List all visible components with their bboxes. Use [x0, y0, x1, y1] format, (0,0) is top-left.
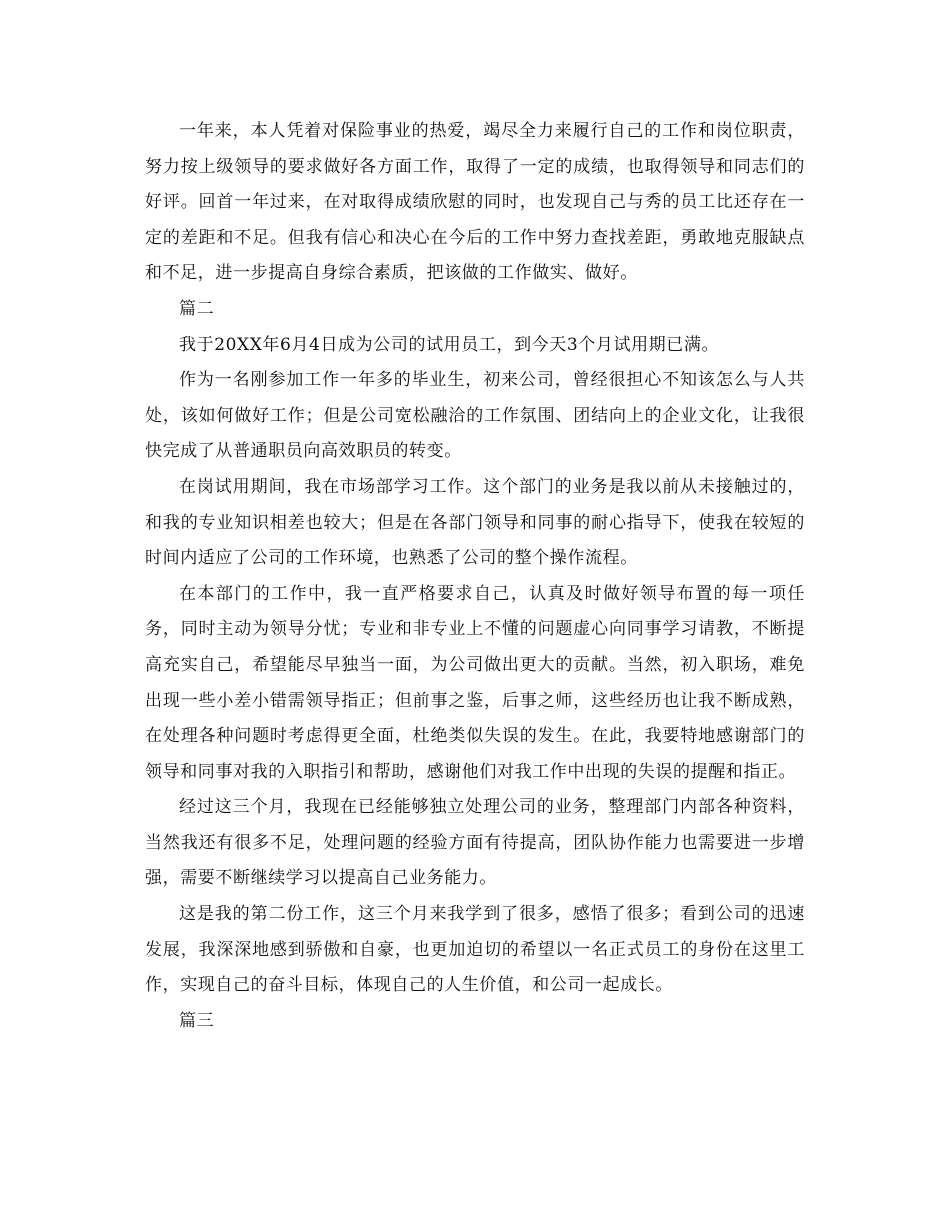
paragraph-marketing-department: 在岗试用期间，我在市场部学习工作。这个部门的业务是我以前从未接触过的，和我的专业知识相差也较大；但是在各部门领导和同事的耐心指导下，使我在较短的时间内适应了公司的工作环境，也熟悉了公司的整个操作流程。 — [145, 476, 805, 569]
paragraph-new-graduate: 作为一名刚参加工作一年多的毕业生，初来公司，曾经很担心不知该怎么与人共处，该如何做好工作；但是公司宽松融洽的工作氛围、团结向上的企业文化，让我很快完成了从普通职员向高效职员的转变。 — [145, 370, 805, 462]
section-heading-part-two: 篇二 — [179, 298, 215, 319]
paragraph-second-job: 这是我的第二份工作，这三个月来我学到了很多，感悟了很多；看到公司的迅速发展，我深深地感到骄傲和自豪，也更加迫切的希望以一名正式员工的身份在这里工作，实现自己的奋斗目标，体现自己的人生价值，和公司一起成长。 — [145, 904, 805, 996]
paragraph-three-months: 经过这三个月，我现在已经能够独立处理公司的业务，整理部门内部各种资料，当然我还有很多不足，处理问题的经验方面有待提高，团队协作能力也需要进一步增强，需要不断继续学习以提高自己业务能力。 — [145, 797, 805, 889]
paragraph-probation-start: 我于20XX年6月4日成为公司的试用员工，到今天3个月试用期已满。 — [179, 334, 720, 355]
paragraph-department-work: 在本部门的工作中，我一直严格要求自己，认真及时做好领导布置的每一项任务，同时主动为领导分忧；专业和非专业上不懂的问题虚心向同事学习请教，不断提高充实自己，希望能尽早独当一面，为公司做出更大的贡献。当然，初入职场，难免出现一些小差小错需领导指正；但前事之鉴，后事之师，这些经历也让我不断成熟，在处理各种问题时考虑得更全面，杜绝类似失误的发生。在此，我要特地感谢部门的领导和同事对我的入职指引和帮助，感谢他们对我工作中出现的失误的提醒和指正。 — [145, 583, 805, 782]
section-heading-part-three: 篇三 — [179, 1010, 215, 1031]
document-body — [145, 114, 805, 1039]
paragraph-intro-summary: 一年来，本人凭着对保险事业的热爱，竭尽全力来履行自己的工作和岗位职责，努力按上级领导的要求做好各方面工作，取得了一定的成绩，也取得领导和同志们的好评。回首一年过来，在对取得成绩欣慰的同时，也发现自己与秀的员工比还存在一定的差距和不足。但我有信心和决心在今后的工作中努力查找差距，勇敢地克服缺点和不足，进一步提高自身综合素质，把该做的工作做实、做好。 — [145, 121, 805, 284]
